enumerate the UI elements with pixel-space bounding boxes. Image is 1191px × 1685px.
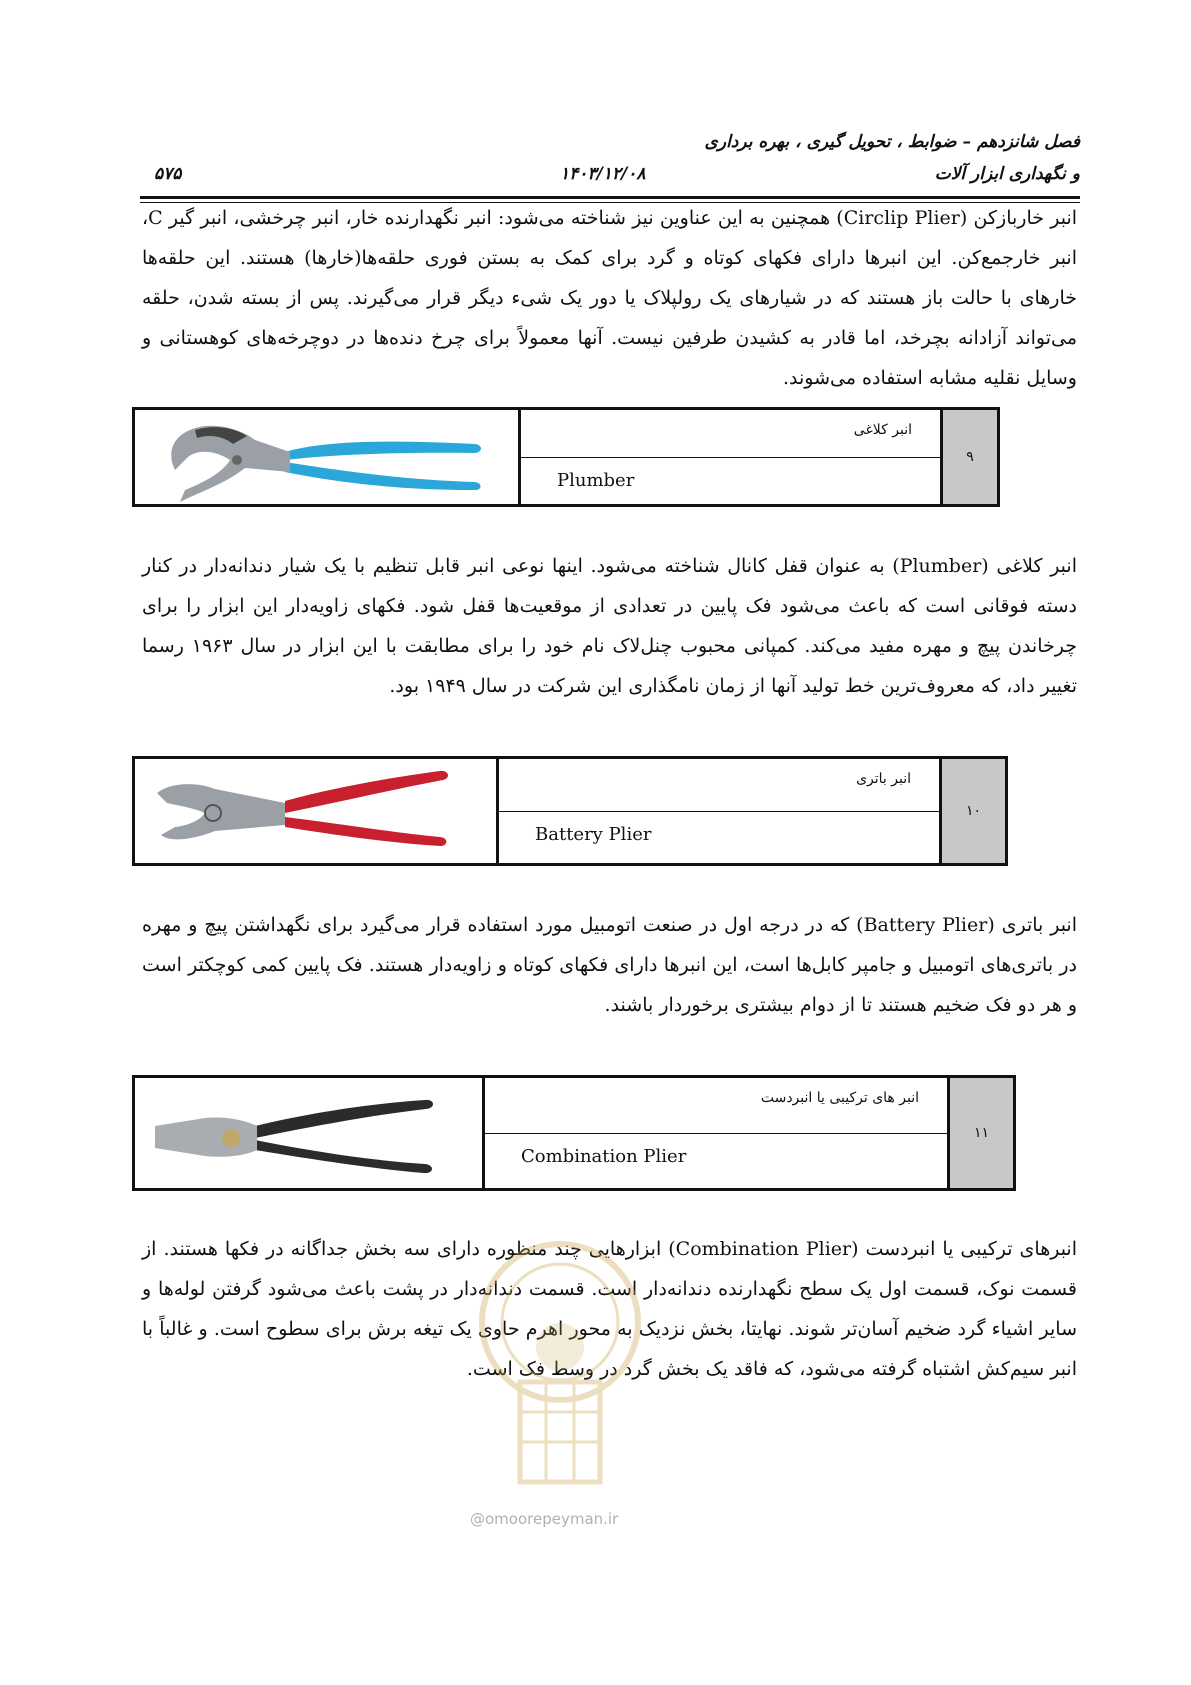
combination-names: [485, 1078, 947, 1188]
plumber-names: [521, 410, 940, 504]
circlip-paragraph: انبر خاربازکن (Circlip Plier) همچنین به این عناوین نیز شناخته می‌شود: انبر نگهدارنده خار، انبر چرخشی، انبر گیر C، انبر خارجمع‌کن. این انبرها دارای فکهای کوتاه و گرد برای کمک به بستن فوری حلقه‌ها(خارها) هستند. این حلقه‌ها خارهای با حالت باز هستند که در شیارهای یک رولپلاک یا دور یک شیء دیگر قرار می‌گیرند. پس از بسته شدن، حلقه می‌تواند آزادانه بچرخد، اما قادر به کشیدن طرفین نیست. آنها معمولاً برای چرخ دنده‌ها در دوچرخه‌های کوهستانی و وسایل نقلیه مشابه استفاده می‌شوند.: [142, 207, 1078, 389]
battery-paragraph: انبر باتری (Battery Plier) که در درجه اول در صنعت اتومبیل مورد استفاده قرار می‌گیرد برای نگهداشتن پیچ و مهره در باتری‌های اتومبیل و جامپر کابل‌ها است، این انبرها دارای فکهای کوتاه و زاویه‌دار هستند. فک پایین کمی کوچکتر است و هر دو فک ضخیم هستند تا از دوام بیشتری برخوردار باشند.: [142, 914, 1078, 1016]
combination-paragraph: انبرهای ترکیبی یا انبردست (Combination Plier) ابزارهایی چند منظوره دارای سه بخش جداگانه در فکها هستند. از قسمت نوک، قسمت اول یک سطح نگهدارنده دندانه‌دار است. قسمت دندانه‌دار در پشت باعث می‌شود گرفتن لوله‌ها و سایر اشیاء گرد ضخیم آسان‌تر شوند. نهایتا، بخش نزدیک به محور اهرم حاوی یک تیغه برش برای سطوح است. و غالباً با انبر سیم‌کش اشتباه گرفته می‌شود، که فاقد یک بخش گرد در وسط فک است.: [142, 1238, 1077, 1380]
tool-number: ۹: [940, 410, 997, 504]
tool-name-en: Battery Plier: [535, 823, 652, 845]
tool-name-fa: انبر کلاغی: [521, 410, 940, 458]
tool-number: ۱۱: [947, 1078, 1013, 1188]
tool-table-combination: [132, 1075, 1016, 1191]
plumber-paragraph: انبر کلاغی (Plumber) به عنوان قفل کانال شناخته می‌شود. اینها نوعی انبر قابل تنظیم با یک شیار دندانه‌دار در کنار دسته فوقانی است که باعث می‌شود فک پایین در تعدادی از موقعیت‌ها قفل شود. فکهای زاویه‌دار این ابزار را برای چرخاندن پیچ و مهره مفید می‌کند. کمپانی محبوب چنل‌لاک نام خود را برای مطابقت با این ابزار در سال ۱۹۶۳ رسما تغییر داد، که معروف‌ترین خط تولید آنها از زمان نامگذاری این شرکت در سال ۱۹۴۹ بود.: [142, 555, 1077, 697]
combination-plier-icon: [135, 1078, 479, 1188]
tool-number: ۱۰: [939, 759, 1005, 863]
page-header: [140, 128, 1080, 192]
tool-name-en: Combination Plier: [521, 1145, 687, 1167]
battery-plier-image: [135, 759, 499, 863]
battery-plier-icon: [135, 759, 493, 863]
tool-name-en: Plumber: [557, 469, 635, 491]
tool-name-fa: انبر های ترکیبی یا انبردست: [485, 1078, 947, 1134]
tongue-groove-plier-icon: [135, 410, 515, 504]
battery-names: [499, 759, 939, 863]
watermark-seal-icon: [470, 1232, 650, 1502]
tool-table-battery: [132, 756, 1008, 866]
plumber-plier-image: [135, 410, 521, 504]
page-number: ۵۷۵: [154, 164, 182, 184]
document-date: ۱۴۰۳/۱۲/۰۸: [560, 164, 646, 184]
watermark-site: @omoorepeyman.ir: [470, 1510, 619, 1528]
chapter-title-line1: فصل شانزدهم – ضوابط ، تحویل گیری ، بهره برداری: [704, 132, 1080, 152]
combination-plier-image: [135, 1078, 485, 1188]
tool-name-fa: انبر باتری: [499, 759, 939, 812]
chapter-title-line2: و نگهداری ابزار آلات: [934, 164, 1080, 184]
tool-table-plumber: [132, 407, 1000, 507]
